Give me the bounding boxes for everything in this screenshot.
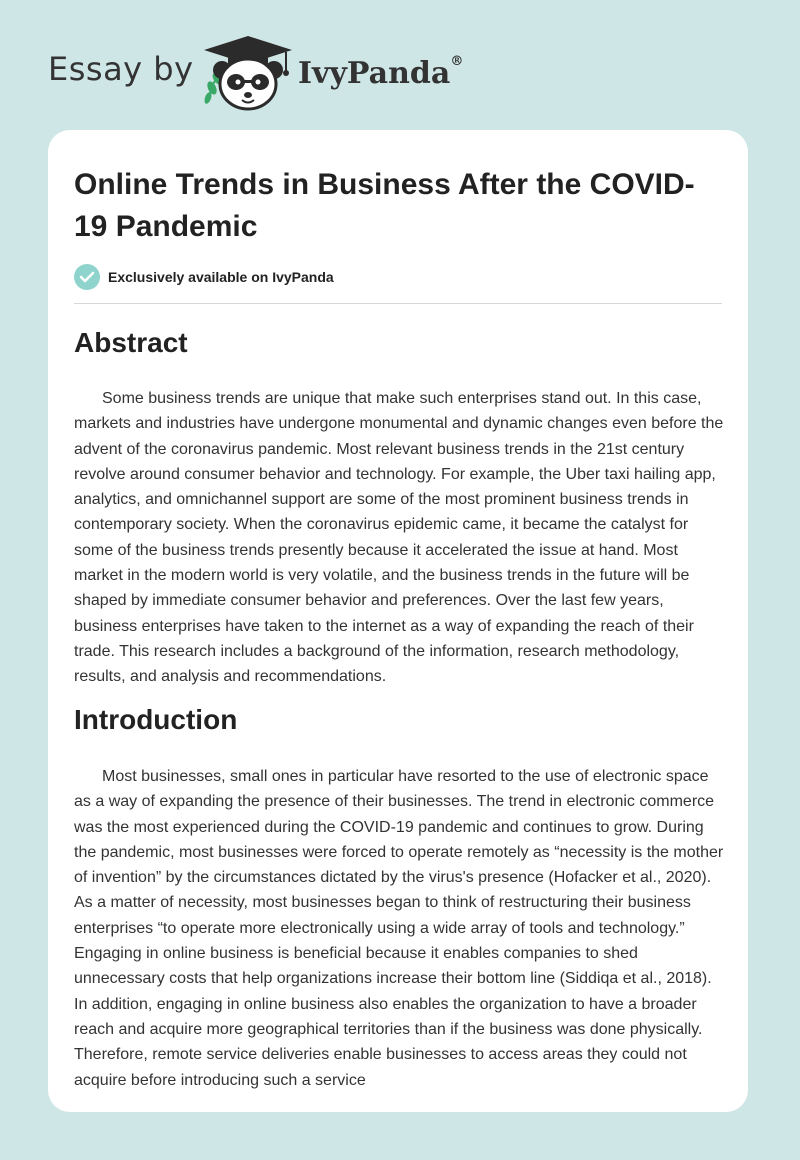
introduction-paragraph: Most businesses, small ones in particular have resorted to the use of electronic space as a way of expanding the presence of their businesses. The trend in electronic commerce was the most experienced during the COVID-19 pandemic and continues to grow. During the pandemic, most businesses were forced to operate remotely as “necessity is the mother of invention” by the circumstances dictated by the virus's presence (Hofacker et al., 2020). As a matter of necessity, most businesses began to think of restructuring their business enterprises “to operate more electronically using a wide array of tools and technology.” Engaging in online business is beneficial because it enables companies to shed unnecessary costs that help organizations increase their bottom line (Siddiqa et al., 2018). In addition, engaging in online business also enables the organization to have a broader reach and acquire more geographical territories than if the business was done physically. Therefore, remote service deliveries enable businesses to access areas they could not acquire before introducing such a service: [74, 768, 724, 1089]
exclusive-badge-label: Exclusively available on IvyPanda: [108, 269, 334, 285]
panda-graduate-icon: [200, 32, 296, 112]
divider: [74, 303, 722, 304]
essay-card: [48, 130, 748, 1112]
site-header: [0, 0, 800, 130]
abstract-paragraph: Some business trends are unique that make such enterprises stand out. In this case, markets and industries have undergone monumental and dynamic changes even before the advent of the coronavirus pandemic. Most relevant business trends in the 21st century revolve around consumer behavior and technology. For example, the Uber taxi hailing app, analytics, and omnichannel support are some of the most prominent business trends in contemporary society. When the coronavirus epidemic came, it became the catalyst for some of the business trends presently because it accelerated the issue at hand. Most market in the modern world is very volatile, and the business trends in the future will be shaped by immediate consumer behavior and preferences. Over the last few years, business enterprises have taken to the internet as a way of expanding the reach of their trade. This research includes a background of the information, research methodology, results, and analysis and recommendations.: [74, 390, 724, 686]
brand-name[interactable]: IvyPanda®: [298, 54, 464, 91]
section-heading-abstract: Abstract: [74, 327, 188, 358]
exclusive-badge: [74, 264, 334, 290]
essay-title: Online Trends in Business After the COVID-19 Pandemic: [74, 168, 695, 243]
section-heading-introduction: Introduction: [74, 704, 238, 735]
check-icon: [74, 264, 100, 290]
essay-by-label: Essay by: [48, 50, 194, 88]
